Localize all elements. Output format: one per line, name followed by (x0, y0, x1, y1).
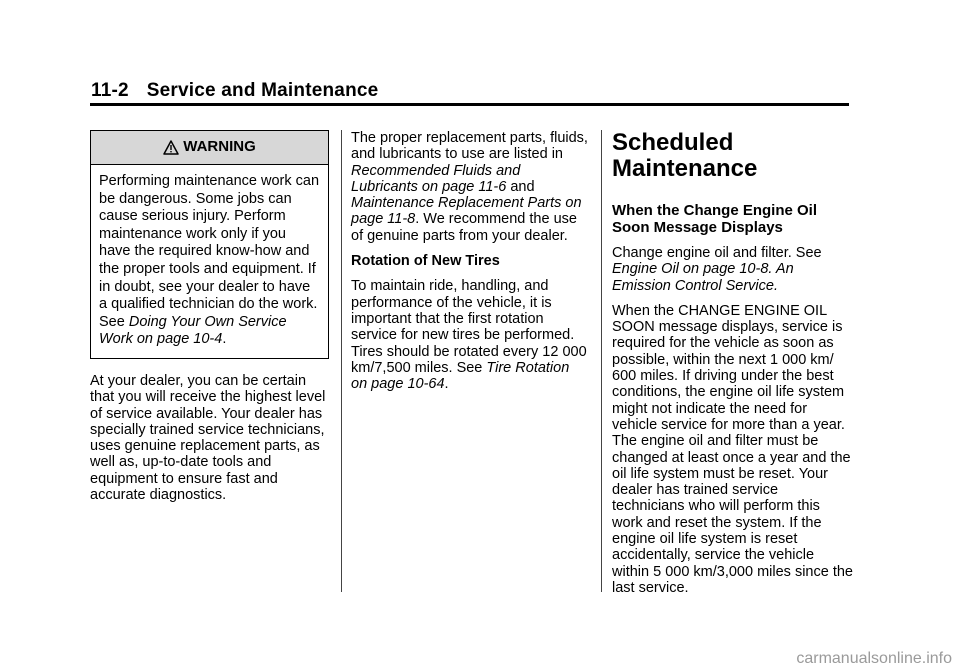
tire-rotation-paragraph: To maintain ride, handling, and performance of the vehicle, it is important that the first rotation service for new tires be performed. Tires should be rotated every 12 000 km/7,500 miles. See Tire Rotation on page 10-64. (351, 278, 587, 393)
warning-title: WARNING (183, 138, 256, 156)
warning-body: Performing maintenance work can be dangerous. Some jobs can cause serious injury. Perform maintenance work only if you have the required know-how and the proper tools and equipment. If in doubt, see your dealer to have a qualified technician do the work. See Doing Your Own Service Work on page 10-4. (99, 173, 320, 348)
page-number: 11-2 (91, 80, 129, 101)
warning-header (91, 131, 328, 165)
left-column (90, 130, 329, 503)
column-divider (341, 130, 342, 592)
warning-triangle-icon (163, 140, 179, 155)
parts-cross-reference[interactable]: Maintenance Replacement Parts on page 11-8 (351, 195, 582, 228)
right-column (612, 130, 854, 596)
dealer-paragraph: At your dealer, you can be certain that you will receive the highest level of service available. Your dealer has specially trained service technicians, uses genuine replacement parts, as well as, up-to-date tools and equipment to ensure fast and accurate diagnostics. (90, 372, 326, 504)
section-title: Service and Maintenance (146, 80, 379, 101)
page-header (91, 80, 378, 102)
watermark: carmanualsonline.info (796, 650, 952, 667)
warning-box (90, 130, 329, 359)
warning-cross-reference[interactable]: Doing Your Own Service Work on page 10-4 (99, 313, 287, 348)
middle-column (351, 130, 589, 392)
subsection-heading: When the Change Engine Oil Soon Message Displays (612, 202, 818, 236)
oil-message-paragraph: When the CHANGE ENGINE OIL SOON message displays, service is required for the vehicle as soon as possible, within the next 1 000 km/ 600 miles. If driving under the best conditions, the engine oil life system might not indicate the need for vehicle service for more than a year. The engine oil and filter must be changed at least once a year and the oil life system must be reset. Your dealer has trained service technicians who will perform this work and reset the system. If the engine oil life system is reset accidentally, service the vehicle within 5 000 km/3,000 miles since the last service. (612, 302, 853, 596)
engine-oil-cross-reference[interactable]: Engine Oil on page 10-8. An Emission Control Service. (612, 261, 794, 294)
tire-rotation-cross-reference[interactable]: Tire Rotation on page 10-64 (351, 359, 570, 393)
column-divider (601, 130, 602, 592)
section-heading: Scheduled Maintenance (612, 129, 758, 182)
fluids-cross-reference[interactable]: Recommended Fluids and Lubricants on page 11-6 (351, 162, 521, 195)
header-rule (90, 103, 849, 106)
replacement-parts-paragraph: The proper replacement parts, fluids, and lubricants to use are listed in Recommended Fluids and Lubricants on page 11-6 and Maintenance Replacement Parts on page 11-8. We recommend the use of genuine parts from your dealer. (351, 130, 588, 244)
tire-rotation-heading: Rotation of New Tires (351, 253, 500, 270)
change-oil-paragraph: Change engine oil and filter. See Engine Oil on page 10-8. An Emission Control Service. (612, 245, 822, 294)
